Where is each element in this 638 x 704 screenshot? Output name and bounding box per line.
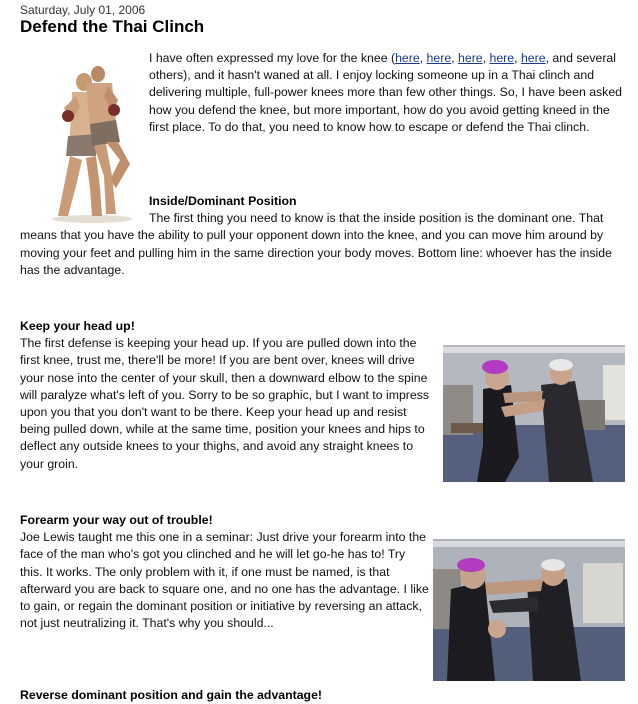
section-inside-position (20, 193, 634, 279)
keep-head-up-heading: Keep your head up! (20, 319, 135, 333)
intro-paragraph: I have often expressed my love for the knee (here, here, here, here, here, and several others), and it hasn't waned at all. I enjoy locking someone up in a Thai clinch and delivering multiple, full-power knees more than few other things. So, I have been asked how you defend the knee, but more important, how do you avoid getting kneed in the first place. To do that, you need to know how to escape or defend the Thai clinch. (149, 51, 623, 134)
inside-position-heading: Inside/Dominant Position (149, 194, 297, 208)
reverse-heading: Reverse dominant position and gain the advantage! (20, 688, 323, 702)
knee-link-4[interactable]: here (489, 51, 515, 65)
section-reverse (20, 687, 620, 704)
intro-before-links: I have often expressed my love for the knee ( (149, 51, 396, 65)
keep-head-up-text: The first defense is keeping your head up. If you are pulled down into the first knee, trust me, there'll be more! If you are bent over, knees will drive your nose into the center of your skull, then a downward elbow to the spine will paralyze what's left of you. Sorry to be so graphic, but I want to impress upon you that you don't want to be there. Keep your head up and resist being pulled down, while at the same time, position your knees and hips to deflect any outside knees to your thighs, and avoid any straight knees to your groin. (20, 336, 430, 471)
forearm-photo (433, 539, 625, 681)
post-title: Defend the Thai Clinch (20, 17, 205, 36)
forearm-heading: Forearm your way out of trouble! (20, 513, 213, 527)
forearm-text: Joe Lewis taught me this one in a seminar: Just drive your forearm into the face of the man who's got you clinched and he will let go-he has to! Try this. It works. The only problem with it, if one must be named, is that afterward you are back to square one, and no one has the advantage. I like to gain, or regain the dominant position or initiative by reversing an attack, not just neutralizing it. That's why you should... (20, 530, 429, 631)
knee-link-5[interactable]: here (520, 51, 546, 65)
section-keep-head-up (20, 318, 430, 473)
post-date: Saturday, July 01, 2006 (20, 3, 146, 17)
section-forearm (20, 512, 430, 632)
intro-after-links: , and several others), and it hasn't waned at all. I enjoy locking someone up in a Thai clinch and delivering multiple, full-power knees more than few other things. So, I have been asked how you defend the knee, but more important, how do you avoid getting kneed in the first place. To do that, you need to know how to escape or defend the Thai clinch. (149, 51, 623, 134)
head-up-photo (443, 345, 625, 482)
knee-link-3[interactable]: here (458, 51, 483, 65)
knee-link-1[interactable]: here (395, 51, 420, 65)
knee-link-2[interactable]: here (426, 51, 452, 65)
inside-position-text: The first thing you need to know is that the inside position is the dominant one. That means that you have the ability to pull your opponent down into the knee, and you can move him around by moving your feet and pulling him in the same direction your body moves. Bottom line: whoever has the inside has the advantage. (20, 211, 612, 277)
